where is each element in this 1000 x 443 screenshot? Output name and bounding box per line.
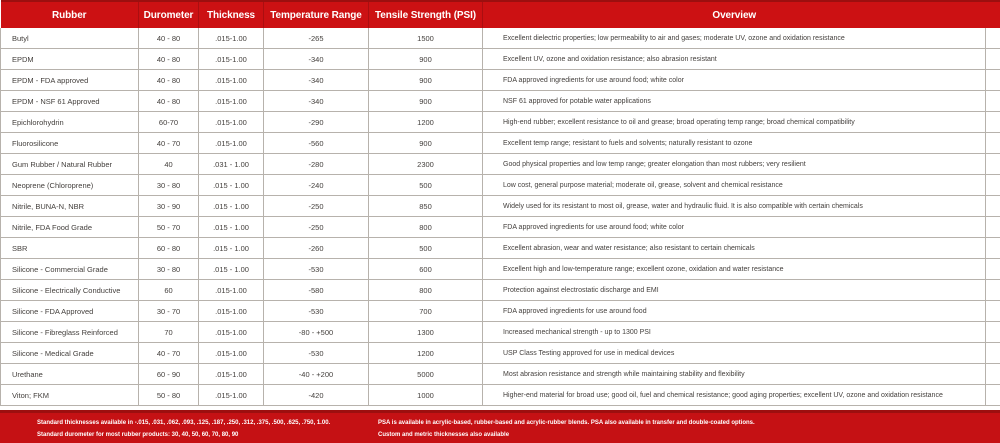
cell-temperature-range: -340 bbox=[264, 91, 369, 112]
cell-rubber: Urethane bbox=[1, 364, 139, 385]
cell-temperature-range: -340 bbox=[264, 70, 369, 91]
table-row bbox=[1, 343, 1000, 364]
table-row bbox=[1, 196, 1000, 217]
footer-note-durometer: Standard durometer for most rubber products: 30, 40, 50, 60, 70, 80, 90 bbox=[37, 432, 239, 438]
cell-durometer: 60-70 bbox=[139, 112, 199, 133]
footer-note-thicknesses: Standard thicknesses available in -.015, .031, .062, .093, .125, .187, .250, .312, .375, .500, .625, .750, 1.00. bbox=[37, 420, 331, 426]
cell-durometer: 30 - 70 bbox=[139, 301, 199, 322]
cell-durometer: 40 - 80 bbox=[139, 49, 199, 70]
cell-tensile-strength: 900 bbox=[369, 49, 483, 70]
cell-tensile-strength: 500 bbox=[369, 175, 483, 196]
cell-durometer: 30 - 80 bbox=[139, 175, 199, 196]
cell-tensile-strength: 5000 bbox=[369, 364, 483, 385]
cell-durometer: 40 - 80 bbox=[139, 91, 199, 112]
cell-tensile-strength: 900 bbox=[369, 91, 483, 112]
cell-thickness: .015 - 1.00 bbox=[199, 217, 264, 238]
cell-temperature-range: -560 bbox=[264, 133, 369, 154]
table-body bbox=[1, 28, 1000, 406]
cell-spacer bbox=[986, 175, 1000, 196]
cell-tensile-strength: 2300 bbox=[369, 154, 483, 175]
cell-tensile-strength: 500 bbox=[369, 238, 483, 259]
cell-overview: Protection against electrostatic discharge and EMI bbox=[483, 280, 986, 301]
cell-tensile-strength: 1000 bbox=[369, 385, 483, 406]
cell-rubber: EPDM - FDA approved bbox=[1, 70, 139, 91]
cell-thickness: .031 - 1.00 bbox=[199, 154, 264, 175]
cell-temperature-range: -265 bbox=[264, 28, 369, 49]
table-row bbox=[1, 364, 1000, 385]
cell-durometer: 60 - 80 bbox=[139, 238, 199, 259]
cell-durometer: 40 - 80 bbox=[139, 28, 199, 49]
cell-rubber: Silicone - FDA Approved bbox=[1, 301, 139, 322]
footer-right-notes bbox=[378, 417, 993, 441]
table-row bbox=[1, 175, 1000, 196]
cell-temperature-range: -290 bbox=[264, 112, 369, 133]
cell-overview: Higher-end material for broad use; good oil, fuel and chemical resistance; good aging properties; excellent UV, ozone and oxidation resistance bbox=[483, 385, 986, 406]
cell-tensile-strength: 1500 bbox=[369, 28, 483, 49]
footer-note-custom: Custom and metric thicknesses also available bbox=[378, 432, 510, 438]
table-row bbox=[1, 322, 1000, 343]
cell-tensile-strength: 700 bbox=[369, 301, 483, 322]
cell-overview: Excellent UV, ozone and oxidation resistance; also abrasion resistant bbox=[483, 49, 986, 70]
cell-temperature-range: -250 bbox=[264, 196, 369, 217]
cell-thickness: .015-1.00 bbox=[199, 28, 264, 49]
cell-overview: FDA approved ingredients for use around food bbox=[483, 301, 986, 322]
cell-temperature-range: -280 bbox=[264, 154, 369, 175]
table-row bbox=[1, 280, 1000, 301]
cell-thickness: .015 - 1.00 bbox=[199, 238, 264, 259]
table-row bbox=[1, 259, 1000, 280]
cell-thickness: .015-1.00 bbox=[199, 280, 264, 301]
cell-durometer: 40 bbox=[139, 154, 199, 175]
table-row bbox=[1, 385, 1000, 406]
cell-rubber: Nitrile, FDA Food Grade bbox=[1, 217, 139, 238]
cell-durometer: 50 - 80 bbox=[139, 385, 199, 406]
table-row bbox=[1, 49, 1000, 70]
cell-temperature-range: -80 - +500 bbox=[264, 322, 369, 343]
cell-rubber: Neoprene (Chloroprene) bbox=[1, 175, 139, 196]
cell-rubber: Butyl bbox=[1, 28, 139, 49]
cell-overview: Excellent temp range; resistant to fuels and solvents; naturally resistant to ozone bbox=[483, 133, 986, 154]
column-header-thickness: Thickness bbox=[199, 1, 264, 28]
cell-tensile-strength: 1200 bbox=[369, 343, 483, 364]
cell-spacer bbox=[986, 238, 1000, 259]
cell-spacer bbox=[986, 343, 1000, 364]
cell-overview: Low cost, general purpose material; moderate oil, grease, solvent and chemical resistance bbox=[483, 175, 986, 196]
cell-thickness: .015-1.00 bbox=[199, 112, 264, 133]
cell-tensile-strength: 900 bbox=[369, 133, 483, 154]
cell-spacer bbox=[986, 385, 1000, 406]
cell-rubber: Viton; FKM bbox=[1, 385, 139, 406]
cell-thickness: .015-1.00 bbox=[199, 133, 264, 154]
cell-rubber: Silicone - Medical Grade bbox=[1, 343, 139, 364]
cell-spacer bbox=[986, 196, 1000, 217]
table-row bbox=[1, 112, 1000, 133]
cell-tensile-strength: 900 bbox=[369, 70, 483, 91]
cell-temperature-range: -340 bbox=[264, 49, 369, 70]
cell-temperature-range: -420 bbox=[264, 385, 369, 406]
cell-temperature-range: -530 bbox=[264, 301, 369, 322]
table-row bbox=[1, 91, 1000, 112]
cell-thickness: .015-1.00 bbox=[199, 91, 264, 112]
cell-rubber: Silicone - Electrically Conductive bbox=[1, 280, 139, 301]
cell-temperature-range: -260 bbox=[264, 238, 369, 259]
cell-tensile-strength: 1300 bbox=[369, 322, 483, 343]
cell-spacer bbox=[986, 49, 1000, 70]
cell-temperature-range: -40 - +200 bbox=[264, 364, 369, 385]
column-header-tensile-strength: Tensile Strength (PSI) bbox=[369, 1, 483, 28]
cell-overview: Increased mechanical strength - up to 1300 PSI bbox=[483, 322, 986, 343]
cell-durometer: 60 bbox=[139, 280, 199, 301]
cell-durometer: 40 - 70 bbox=[139, 133, 199, 154]
cell-rubber: EPDM - NSF 61 Approved bbox=[1, 91, 139, 112]
column-header-overview: Overview bbox=[483, 1, 986, 28]
cell-tensile-strength: 800 bbox=[369, 280, 483, 301]
cell-spacer bbox=[986, 301, 1000, 322]
cell-thickness: .015-1.00 bbox=[199, 301, 264, 322]
table-row bbox=[1, 70, 1000, 91]
cell-thickness: .015-1.00 bbox=[199, 343, 264, 364]
cell-overview: Excellent high and low-temperature range; excellent ozone, oxidation and water resistance bbox=[483, 259, 986, 280]
cell-spacer bbox=[986, 322, 1000, 343]
column-header-spacer bbox=[986, 1, 1000, 28]
cell-durometer: 70 bbox=[139, 322, 199, 343]
cell-spacer bbox=[986, 70, 1000, 91]
cell-tensile-strength: 600 bbox=[369, 259, 483, 280]
cell-overview: High-end rubber; excellent resistance to oil and grease; broad operating temp range; broad chemical compatibility bbox=[483, 112, 986, 133]
cell-spacer bbox=[986, 154, 1000, 175]
column-header-rubber: Rubber bbox=[1, 1, 139, 28]
cell-overview: Excellent abrasion, wear and water resistance; also resistant to certain chemicals bbox=[483, 238, 986, 259]
cell-spacer bbox=[986, 133, 1000, 154]
table-row bbox=[1, 28, 1000, 49]
table-row bbox=[1, 301, 1000, 322]
cell-tensile-strength: 800 bbox=[369, 217, 483, 238]
cell-rubber: Fluorosilicone bbox=[1, 133, 139, 154]
cell-overview: USP Class Testing approved for use in medical devices bbox=[483, 343, 986, 364]
cell-temperature-range: -530 bbox=[264, 343, 369, 364]
cell-durometer: 30 - 90 bbox=[139, 196, 199, 217]
cell-tensile-strength: 850 bbox=[369, 196, 483, 217]
cell-temperature-range: -530 bbox=[264, 259, 369, 280]
footer-banner bbox=[0, 410, 1000, 443]
cell-thickness: .015 - 1.00 bbox=[199, 259, 264, 280]
cell-rubber: Silicone - Commercial Grade bbox=[1, 259, 139, 280]
cell-durometer: 40 - 80 bbox=[139, 70, 199, 91]
cell-overview: FDA approved ingredients for use around food; white color bbox=[483, 217, 986, 238]
cell-thickness: .015-1.00 bbox=[199, 364, 264, 385]
cell-spacer bbox=[986, 217, 1000, 238]
cell-spacer bbox=[986, 259, 1000, 280]
footer-left-notes bbox=[37, 417, 375, 441]
cell-overview: Widely used for its resistant to most oil, grease, water and hydraulic fluid. It is also compatible with certain chemicals bbox=[483, 196, 986, 217]
cell-spacer bbox=[986, 364, 1000, 385]
cell-overview: Good physical properties and low temp range; greater elongation than most rubbers; very resilient bbox=[483, 154, 986, 175]
cell-rubber: Silicone - Fibreglass Reinforced bbox=[1, 322, 139, 343]
table-row bbox=[1, 238, 1000, 259]
cell-thickness: .015-1.00 bbox=[199, 322, 264, 343]
cell-overview: Excellent dielectric properties; low permeability to air and gases; moderate UV, ozone and oxidation resistance bbox=[483, 28, 986, 49]
cell-durometer: 40 - 70 bbox=[139, 343, 199, 364]
cell-rubber: Gum Rubber / Natural Rubber bbox=[1, 154, 139, 175]
footer-note-psa: PSA is available in acrylic-based, rubber-based and acrylic-rubber blends. PSA also available in transfer and double-coated options. bbox=[378, 420, 755, 426]
cell-durometer: 30 - 80 bbox=[139, 259, 199, 280]
cell-spacer bbox=[986, 280, 1000, 301]
cell-durometer: 50 - 70 bbox=[139, 217, 199, 238]
cell-thickness: .015 - 1.00 bbox=[199, 196, 264, 217]
table-row bbox=[1, 133, 1000, 154]
cell-thickness: .015-1.00 bbox=[199, 49, 264, 70]
cell-overview: FDA approved ingredients for use around food; white color bbox=[483, 70, 986, 91]
cell-rubber: EPDM bbox=[1, 49, 139, 70]
cell-spacer bbox=[986, 112, 1000, 133]
header-row bbox=[1, 1, 1000, 28]
cell-thickness: .015 - 1.00 bbox=[199, 175, 264, 196]
table-row bbox=[1, 154, 1000, 175]
cell-overview: Most abrasion resistance and strength while maintaining stability and flexibility bbox=[483, 364, 986, 385]
cell-spacer bbox=[986, 28, 1000, 49]
cell-temperature-range: -580 bbox=[264, 280, 369, 301]
cell-temperature-range: -240 bbox=[264, 175, 369, 196]
cell-rubber: SBR bbox=[1, 238, 139, 259]
cell-temperature-range: -250 bbox=[264, 217, 369, 238]
table-row bbox=[1, 217, 1000, 238]
cell-spacer bbox=[986, 91, 1000, 112]
column-header-temperature-range: Temperature Range bbox=[264, 1, 369, 28]
cell-thickness: .015-1.00 bbox=[199, 385, 264, 406]
cell-overview: NSF 61 approved for potable water applications bbox=[483, 91, 986, 112]
cell-durometer: 60 - 90 bbox=[139, 364, 199, 385]
cell-rubber: Nitrile, BUNA-N, NBR bbox=[1, 196, 139, 217]
cell-rubber: Epichlorohydrin bbox=[1, 112, 139, 133]
cell-tensile-strength: 1200 bbox=[369, 112, 483, 133]
cell-thickness: .015-1.00 bbox=[199, 70, 264, 91]
column-header-durometer: Durometer bbox=[139, 1, 199, 28]
